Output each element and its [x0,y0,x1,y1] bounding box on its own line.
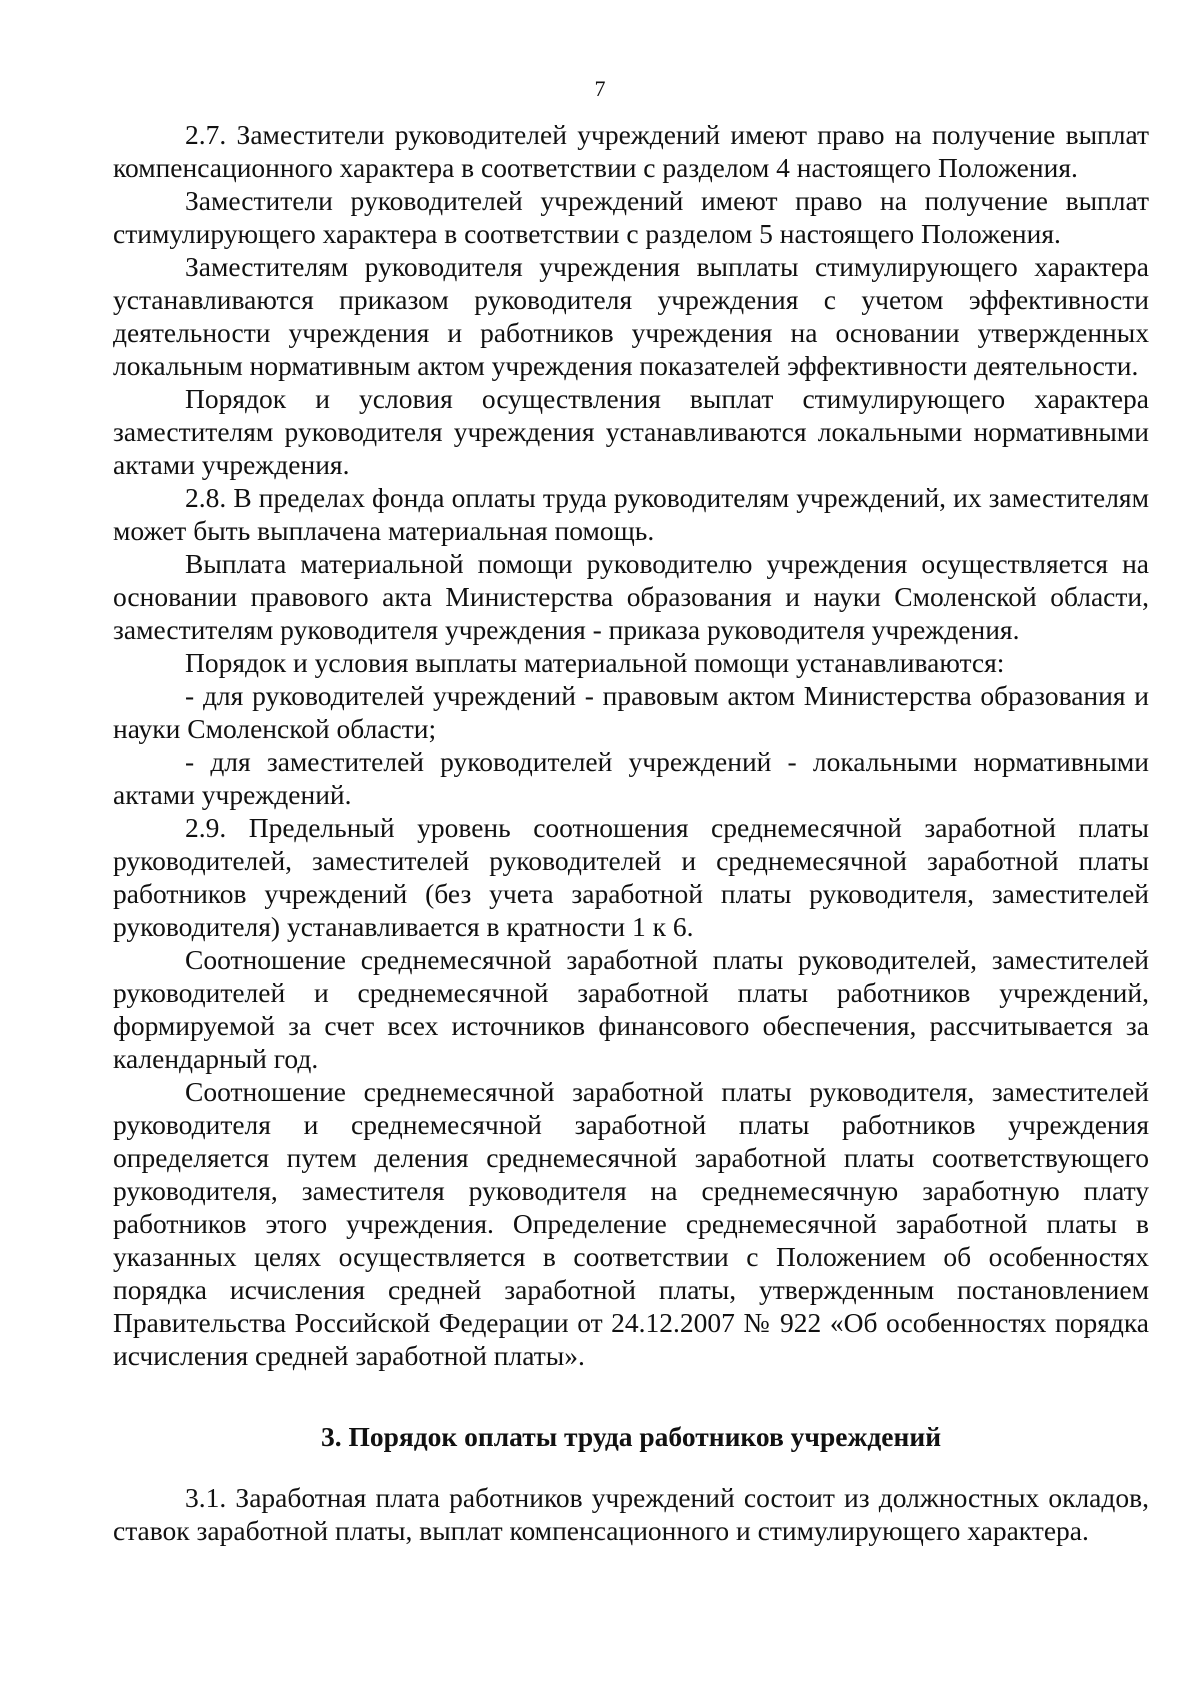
paragraph: Выплата материальной помощи руководителю учреждения осуществляется на основании правового акта Министерства образования и науки Смоленской области, заместителям руководителя учреждения - приказа руководителя учреждения. [113,548,1149,645]
paragraph-2-9: 2.9. Предельный уровень соотношения среднемесячной заработной платы руководителей, заместителей руководителей и среднемесячной заработной платы работников учреждений (без учета заработной платы руководителя, заместителей руководителя) устанавливается в кратности 1 к 6. [113,812,1149,942]
paragraph-2-7: 2.7. Заместители руководителей учреждений имеют право на получение выплат компенсационного характера в соответствии с разделом 4 настоящего Положения. [113,119,1149,183]
paragraph: Соотношение среднемесячной заработной платы руководителей, заместителей руководителей и среднемесячной заработной платы работников учреждений, формируемой за счет всех источников финансового обеспечения, рассчитывается за календарный год. [113,944,1149,1074]
document-body [113,118,1149,1547]
paragraph: Порядок и условия выплаты материальной помощи устанавливаются: [185,647,1005,678]
list-item: - для руководителей учреждений - правовым актом Министерства образования и науки Смоленской области; [113,680,1149,744]
paragraph: Порядок и условия осуществления выплат стимулирующего характера заместителям руководителя учреждения устанавливаются локальными нормативными актами учреждения. [113,383,1149,480]
page-number: 7 [594,76,606,101]
paragraph-2-8: 2.8. В пределах фонда оплаты труда руководителям учреждений, их заместителям может быть выплачена материальная помощь. [113,482,1149,546]
list-item: - для заместителей руководителей учреждений - локальными нормативными актами учреждений. [113,746,1149,810]
paragraph-3-1: 3.1. Заработная плата работников учреждений состоит из должностных окладов, ставок заработной платы, выплат компенсационного и стимулирующего характера. [113,1482,1149,1546]
paragraph: Заместителям руководителя учреждения выплаты стимулирующего характера устанавливаются приказом руководителя учреждения с учетом эффективности деятельности учреждения и работников учреждения на основании утвержденных локальным нормативным актом учреждения показателей эффективности деятельности. [113,251,1149,381]
section-title: 3. Порядок оплаты труда работников учреждений [320,1421,942,1452]
paragraph: Заместители руководителей учреждений имеют право на получение выплат стимулирующего характера в соответствии с разделом 5 настоящего Положения. [113,185,1149,249]
paragraph: Соотношение среднемесячной заработной платы руководителя, заместителей руководителя и среднемесячной заработной платы работников учреждения определяется путем деления среднемесячной заработной платы соответствующего руководителя, заместителя руководителя на среднемесячную заработную плату работников этого учреждения. Определение среднемесячной заработной платы в указанных целях осуществляется в соответствии с Положением об особенностях порядка исчисления средней заработной платы, утвержденным постановлением Правительства Российской Федерации от 24.12.2007 № 922 «Об особенностях порядка исчисления средней заработной платы». [113,1076,1149,1371]
